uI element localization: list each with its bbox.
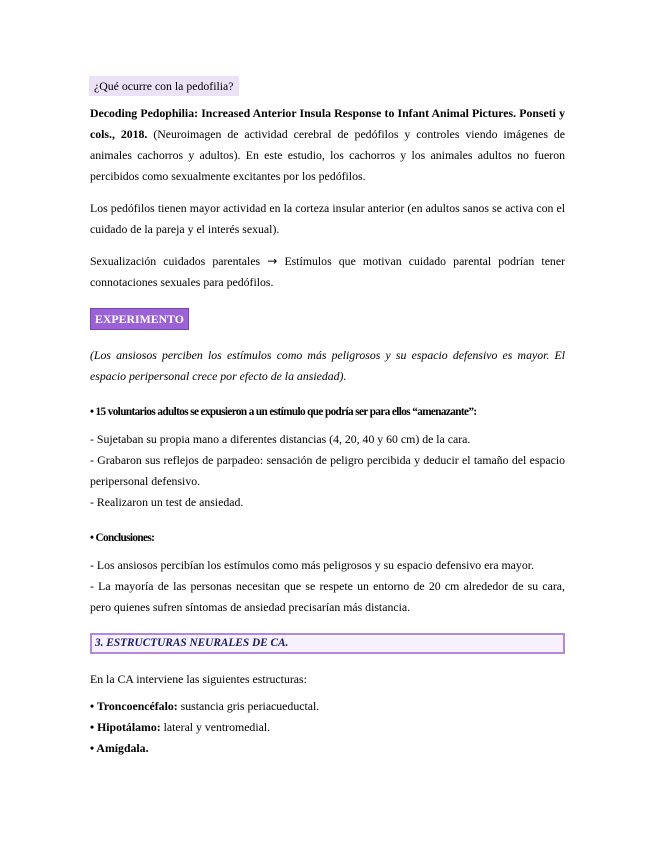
- structure-detail: sustancia gris periacueductal.: [180, 699, 320, 713]
- conclusion-item: - La mayoría de las personas necesitan que se respete un entorno de 20 cm alrededor de su cara, pero quienes sufren síntomas de ansiedad precisarían más distancia.: [90, 579, 565, 614]
- conclusions-heading: • Conclusiones:: [90, 532, 155, 544]
- structure-label: • Amígdala.: [90, 741, 149, 755]
- sexualizacion-lead: Sexualización cuidados parentales: [90, 254, 261, 268]
- method-item: - Grabaron sus reflejos de parpadeo: sensación de peligro percibida y deducir el tamaño del espacio peripersonal defensivo.: [90, 453, 565, 488]
- method-item: - Sujetaban su propia mano a diferentes distancias (4, 20, 40 y 60 cm) de la cara.: [90, 432, 471, 446]
- conclusion-item: - Los ansiosos percibían los estímulos como más peligrosos y su espacio defensivo era mayor.: [90, 558, 534, 572]
- method-item: - Realizaron un test de ansiedad.: [90, 495, 244, 509]
- structure-item: [90, 717, 565, 738]
- section-3-title: 3. ESTRUCTURAS NEURALES DE CA.: [90, 633, 565, 654]
- paper-authors: Ponseti y cols., 2018.: [90, 106, 566, 141]
- paper-paragraph: [90, 103, 565, 187]
- structure-detail: lateral y ventromedial.: [163, 720, 271, 734]
- paper-description: (Neuroimagen de actividad cerebral de pedófilos y controles viendo imágenes de animales cachorros y adultos). En este estudio, los cachorros y los animales adultos no fueron percibidos como sexualmente excitantes por los pedófilos.: [90, 127, 565, 183]
- structure-label: • Hipotálamo:: [90, 720, 161, 734]
- sexualizacion-rest: Estímulos que motivan cuidado parental podrían tener connotaciones sexuales para pedófilos.: [90, 254, 566, 289]
- insula-paragraph: Los pedófilos tienen mayor actividad en la corteza insular anterior (en adultos sanos se activa con el cuidado de la pareja y el interés sexual).: [90, 201, 565, 236]
- experiment-heading: [90, 308, 565, 330]
- structure-label: • Troncoencéfalo:: [90, 699, 178, 713]
- experiment-intro: (Los ansiosos perciben los estímulos como más peligrosos y su espacio defensivo es mayor. El espacio peripersonal crece por efecto de la ansiedad).: [90, 348, 565, 383]
- pedofilia-heading: [90, 76, 565, 97]
- right-arrow-icon: →: [267, 254, 278, 268]
- sexualizacion-paragraph: [90, 251, 565, 293]
- heading-highlight: ¿Qué ocurre con la pedofilia?: [89, 76, 239, 96]
- structures-intro: En la CA interviene las siguientes estructuras:: [90, 672, 307, 686]
- document-content: [90, 76, 565, 759]
- volunteers-heading: • 15 voluntarios adultos se expusieron a un estímulo que podría ser para ellos “amenazante”:: [90, 406, 477, 418]
- structure-item: [90, 738, 565, 759]
- structure-item: [90, 696, 565, 717]
- paper-title: Decoding Pedophilia: Increased Anterior Insula Response to Infant Animal Pictures.: [90, 106, 517, 120]
- experiment-tag: EXPERIMENTO: [90, 308, 189, 330]
